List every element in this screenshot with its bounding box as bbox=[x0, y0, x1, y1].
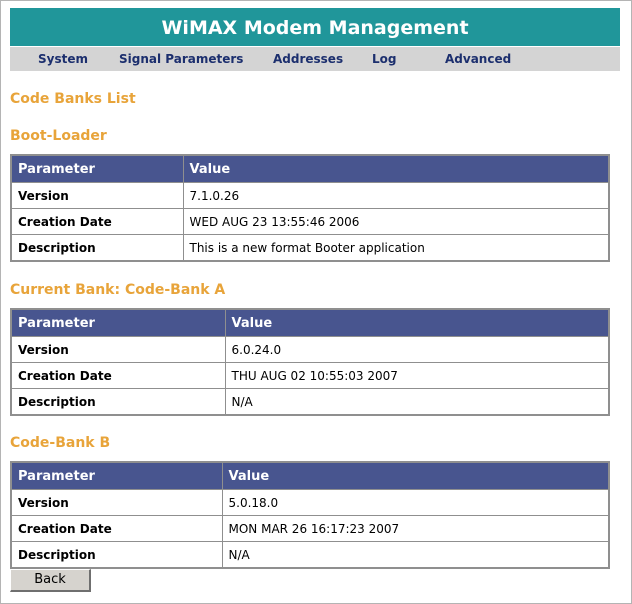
table-row bbox=[11, 490, 609, 516]
table-row bbox=[11, 235, 609, 262]
table-row bbox=[11, 337, 609, 363]
back-button[interactable]: Back bbox=[10, 569, 91, 592]
table-row bbox=[11, 209, 609, 235]
section-title-boot-loader: Boot-Loader bbox=[10, 128, 107, 144]
current-bank-table bbox=[10, 308, 610, 416]
param-name: Description bbox=[11, 542, 222, 569]
nav-item-advanced[interactable]: Advanced bbox=[445, 52, 512, 66]
code-bank-b-table bbox=[10, 461, 610, 569]
column-header-value: Value bbox=[183, 155, 609, 183]
column-header-parameter: Parameter bbox=[11, 462, 222, 490]
param-name: Description bbox=[11, 389, 225, 416]
section-title-current-bank: Current Bank: Code-Bank A bbox=[10, 282, 226, 298]
param-value: 6.0.24.0 bbox=[225, 337, 609, 363]
app-title: WiMAX Modem Management bbox=[161, 17, 469, 39]
param-name: Description bbox=[11, 235, 183, 262]
nav-item-system[interactable]: System bbox=[38, 52, 88, 66]
param-value: N/A bbox=[222, 542, 609, 569]
page-title: Code Banks List bbox=[10, 91, 136, 107]
boot-loader-table bbox=[10, 154, 610, 262]
column-header-value: Value bbox=[225, 309, 609, 337]
nav-item-addresses[interactable]: Addresses bbox=[273, 52, 344, 66]
table-header-row bbox=[11, 309, 609, 337]
app-title-banner bbox=[10, 8, 620, 46]
table-row bbox=[11, 389, 609, 416]
param-value: 5.0.18.0 bbox=[222, 490, 609, 516]
param-name: Creation Date bbox=[11, 516, 222, 542]
param-value: 7.1.0.26 bbox=[183, 183, 609, 209]
table-row bbox=[11, 542, 609, 569]
column-header-parameter: Parameter bbox=[11, 155, 183, 183]
column-header-parameter: Parameter bbox=[11, 309, 225, 337]
param-value: MON MAR 26 16:17:23 2007 bbox=[222, 516, 609, 542]
param-value: THU AUG 02 10:55:03 2007 bbox=[225, 363, 609, 389]
param-value: This is a new format Booter application bbox=[183, 235, 609, 262]
param-value: WED AUG 23 13:55:46 2006 bbox=[183, 209, 609, 235]
table-header-row bbox=[11, 155, 609, 183]
table-row bbox=[11, 183, 609, 209]
param-name: Version bbox=[11, 183, 183, 209]
param-name: Version bbox=[11, 490, 222, 516]
column-header-value: Value bbox=[222, 462, 609, 490]
param-name: Version bbox=[11, 337, 225, 363]
table-header-row bbox=[11, 462, 609, 490]
nav-item-signal-parameters[interactable]: Signal Parameters bbox=[119, 52, 244, 66]
table-row bbox=[11, 516, 609, 542]
section-title-code-bank-b: Code-Bank B bbox=[10, 435, 111, 451]
param-name: Creation Date bbox=[11, 363, 225, 389]
param-name: Creation Date bbox=[11, 209, 183, 235]
table-row bbox=[11, 363, 609, 389]
main-nav bbox=[10, 47, 620, 71]
param-value: N/A bbox=[225, 389, 609, 416]
nav-item-log[interactable]: Log bbox=[372, 52, 397, 66]
